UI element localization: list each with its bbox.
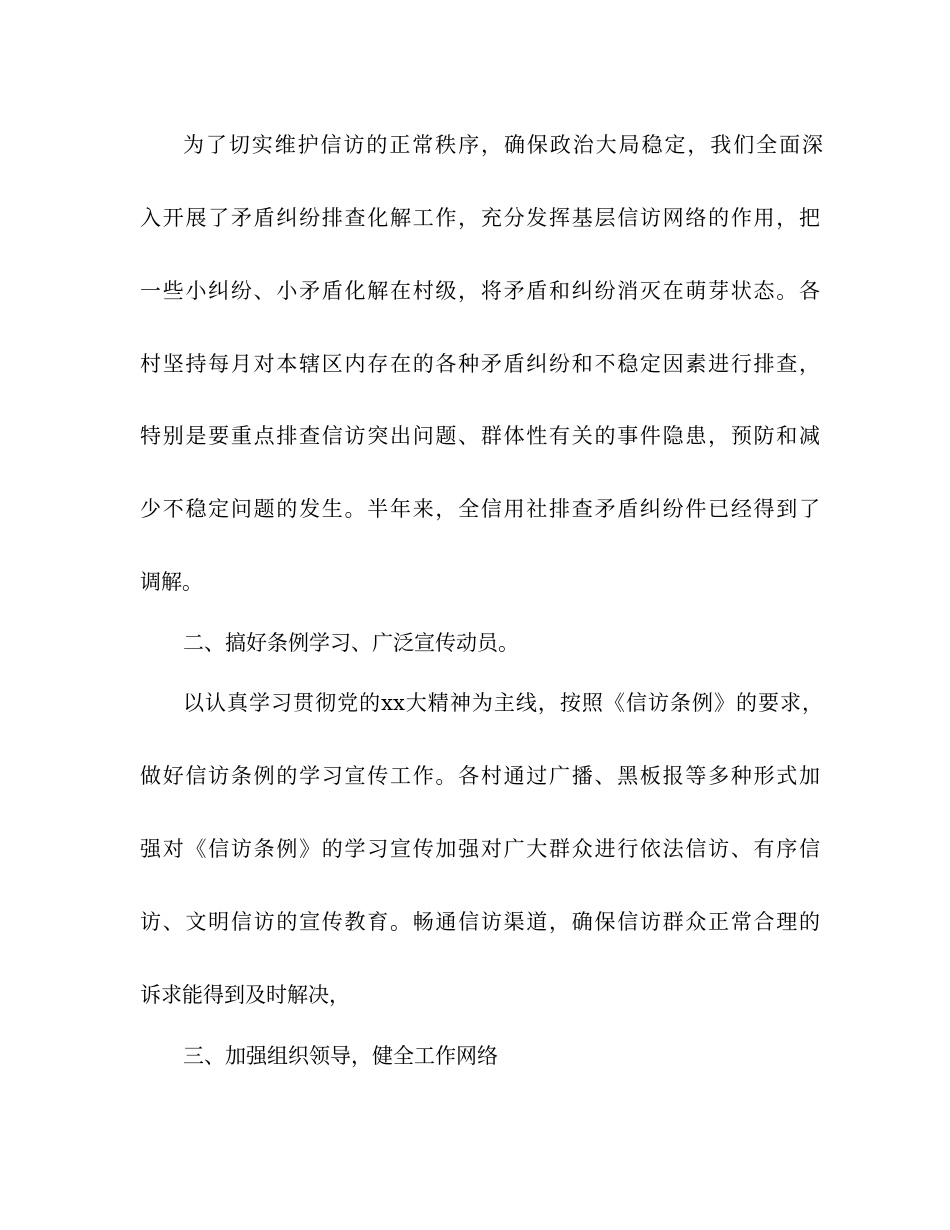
paragraph-2-line-3: 强对《信访条例》的学习宣传加强对广大群众进行依法信访、有序信: [140, 837, 820, 861]
paragraph-1-line-3: 一些小纠纷、小矛盾化解在村级，将矛盾和纠纷消灭在萌芽状态。各: [140, 279, 820, 303]
paragraph-1-line-6: 少不稳定问题的发生。半年来，全信用社排查矛盾纠纷件已经得到了: [140, 497, 820, 521]
paragraph-1-line-2: 入开展了矛盾纠纷排查化解工作，充分发挥基层信访网络的作用，把: [140, 206, 820, 230]
paragraph-2-line-2: 做好信访条例的学习宣传工作。各村通过广播、黑板报等多种形式加: [140, 764, 820, 788]
section-heading-2: 二、搞好条例学习、广泛宣传动员。: [183, 631, 519, 655]
paragraph-1-line-1: 为了切实维护信访的正常秩序，确保政治大局稳定，我们全面深: [183, 133, 823, 157]
section-heading-3: 三、加强组织领导，健全工作网络: [183, 1044, 498, 1068]
paragraph-2-line-4: 访、文明信访的宣传教育。畅通信访渠道，确保信访群众正常合理的: [140, 910, 820, 934]
paragraph-2-line-5: 诉求能得到及时解决，: [140, 983, 350, 1007]
paragraph-1-line-5: 特别是要重点排查信访突出问题、群体性有关的事件隐患，预防和减: [140, 424, 820, 448]
paragraph-1-line-4: 村坚持每月对本辖区内存在的各种矛盾纠纷和不稳定因素进行排查，: [140, 352, 820, 376]
paragraph-2-line-1: 以认真学习贯彻党的xx大精神为主线，按照《信访条例》的要求，: [183, 691, 823, 715]
paragraph-1-line-7: 调解。: [140, 570, 203, 594]
